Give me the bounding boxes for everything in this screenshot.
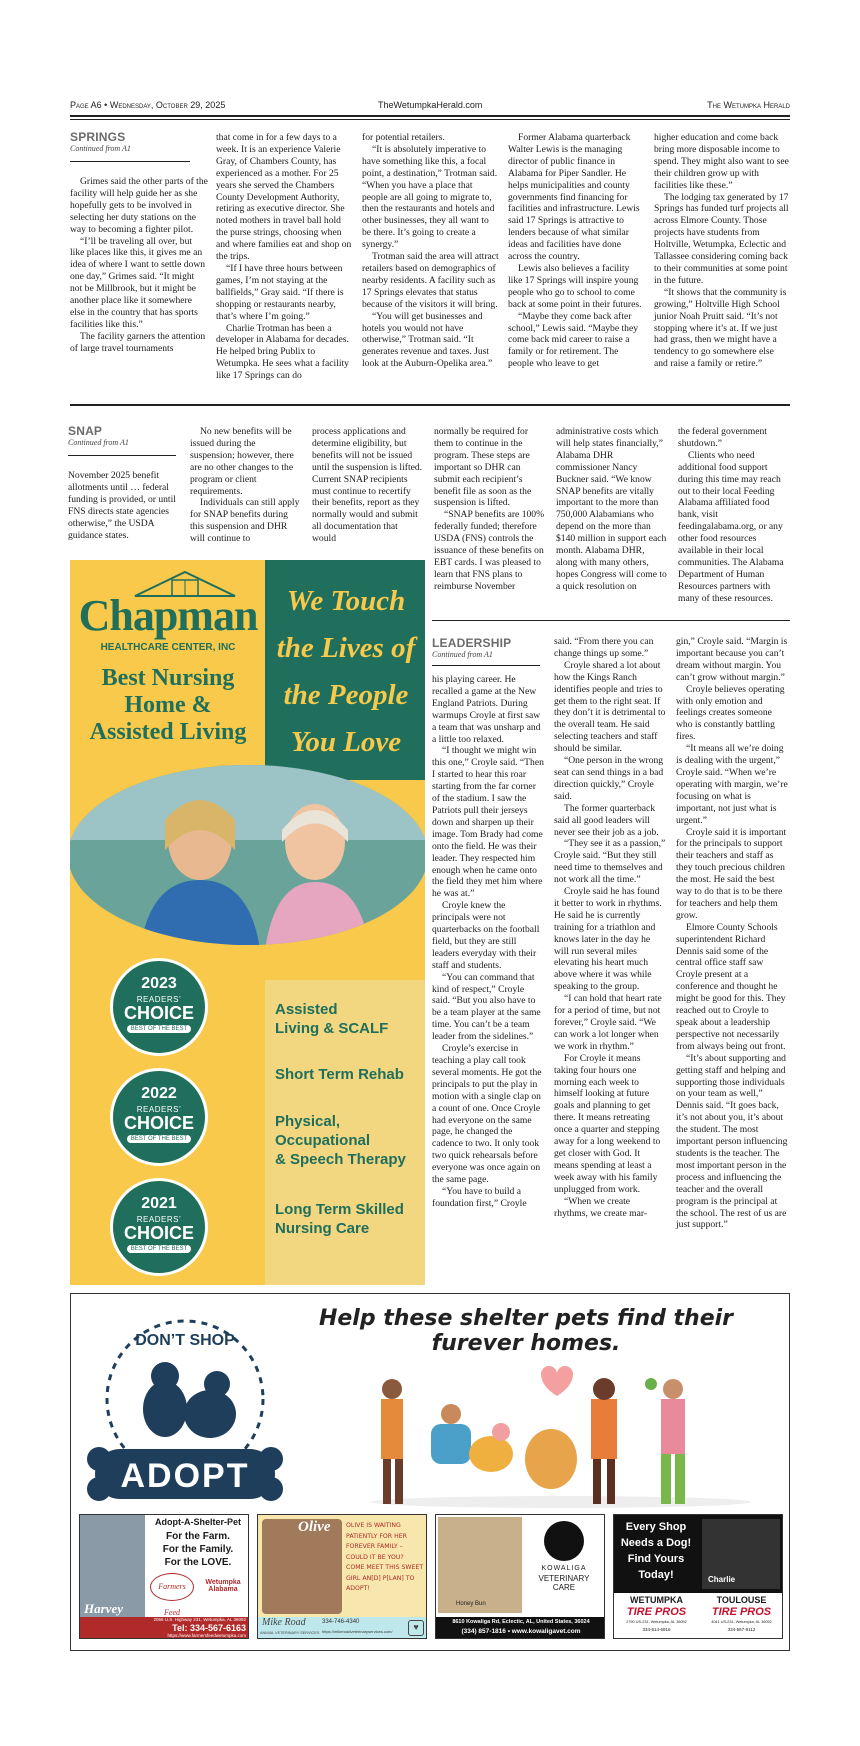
paragraph: The former quarterback said all good leaders will never see their job as a job. [554, 802, 659, 838]
tire-pros-logo-2: TIRE PROS [711, 1606, 772, 1618]
snap-continued: Continued from A1 [68, 438, 129, 447]
service-line: Short Term Rehab [275, 1066, 404, 1083]
tile1-line: For the Farm. [166, 1531, 230, 1542]
store1-phone[interactable]: 334-514-6916 [642, 1627, 671, 1632]
snap-col-6 [678, 426, 790, 605]
badge-year: 2023 [141, 975, 177, 992]
tile1-footer [80, 1617, 249, 1639]
snap-col-5 [556, 426, 668, 593]
tire-pros-logo-1: TIRE PROS [626, 1606, 687, 1618]
page-header [70, 100, 790, 114]
springs-col-4 [508, 132, 646, 370]
leadership-col-2 [554, 636, 666, 1219]
snap-col-4 [434, 426, 546, 593]
tile1-address: 2056 U.S. Highway 231, Wetumpka, AL 36092 [153, 1617, 246, 1622]
paragraph: Grimes said the other parts of the facility will help guide her as she hopefully gets to be involved in selecting her duty stations on the way to becoming a fighter pilot. [70, 176, 208, 235]
store-wetumpka: WETUMPKA [630, 1595, 683, 1605]
service-line: Occupational [275, 1132, 371, 1149]
store-toulouse: TOULOUSE [716, 1595, 767, 1605]
paragraph: No new benefits will be issued during the suspension; however, there are no other changes to the program or client requirements. [190, 426, 294, 497]
paragraph: “I thought we might win this one,” Croyle said. “Then I started to hear this roar starting from the far corner of the stadium. I saw the Patriots pull their jerseys down and sharpen up their image. Tom Brady had come onto the field. He was their leader. They respected him enough when he came onto the field they met him where he was at.” [432, 745, 544, 900]
springs-kicker-rule [70, 161, 190, 162]
store2-address: 4041 US-231, Wetumpka, AL 36092 [711, 1620, 772, 1624]
paragraph: gin,” Croyle said. “Margin is important because you can’t dream without margin. You can’t grow without margin.” [676, 636, 788, 683]
snap-col-3 [312, 426, 424, 545]
paragraph: “I can hold that heart rate for a period of time, but not forever,” Croyle said. “We can work a lot longer when we work in rhythm.” [554, 993, 662, 1052]
tagline-line: Best Nursing [101, 665, 235, 691]
chapman-logo-sub: HEALTHCARE CENTER, INC [100, 642, 236, 653]
badge-ribbon: BEST OF THE BEST [127, 1025, 191, 1033]
paragraph: said. “From there you can change things up some.” [554, 636, 654, 659]
paragraph: “SNAP benefits are 100% federally funded; therefore USDA (FNS) controls the issuance of these benefits on EBT cards. I was pleased to learn that FNS plans to reimburse November [434, 509, 545, 592]
snap-kicker-rule [68, 455, 176, 456]
paragraph: Croyle said he has found it better to work in rhythms. He said he is currently training for a triathlon and knows later in the day he will run several miles elevating his heart much above where it was while speaking to the group. [554, 886, 662, 993]
chapman-tagline [74, 665, 262, 746]
badge-line1: READERS’ [136, 1215, 182, 1224]
service-line: Assisted [275, 1001, 338, 1018]
badge-year: 2021 [141, 1195, 177, 1212]
tile4-lines [614, 1519, 698, 1583]
kowaliga-name: KOWALIGA [541, 1565, 587, 1572]
paragraph: Croyle said it is important for the principals to support their teachers and staff as they touch precious children the most. He said the best way to do that is to be there for teachers and help them grow. [676, 826, 787, 921]
tile-honey-bun-kowaliga[interactable] [435, 1514, 605, 1639]
service-assisted-living [275, 1000, 388, 1038]
tile3-address: 8610 Kowaliga Rd, Eclectic, AL, United States, 36024 [452, 1619, 590, 1625]
chapman-healthcare-ad[interactable] [70, 560, 425, 1285]
farmers-feed-logo: Farmers Feed [150, 1573, 194, 1601]
chapman-logo-name: Chapman [78, 591, 258, 640]
shelter-pets-ad[interactable] [70, 1293, 790, 1651]
service-line: Long Term Skilled [275, 1201, 404, 1218]
paragraph: “When we create rhythms, we create mar- [554, 1195, 648, 1219]
snap-col-1 [68, 424, 180, 541]
paragraph: process applications and determine eligibility, but benefits will not be issued until the suspension is lifted. Current SNAP recipients must continue to recertify their benefits, report as they normally would and submit all documentation that would [312, 426, 423, 545]
snap-col-2 [190, 426, 302, 545]
header-rule-thin [70, 119, 790, 120]
paragraph: “You have to build a foundation first,” Croyle [432, 1185, 527, 1209]
service-long-term-care [275, 1200, 404, 1238]
readers-choice-badge-2022 [110, 1068, 208, 1166]
paragraph: Clients who need additional food support during this time may reach out to their local Feeding Alabama affiliated food bank, visit feedingalabama.org, or any other food resources available in their local communities. The Alabama Department of Human Resources partners with many of these resources. [678, 449, 784, 604]
paragraph: “Maybe they come back after school,” Lewis said. “Maybe they come back mid career to raise a family or for retirement. The people who leave to get [508, 310, 639, 370]
paragraph: The lodging tax generated by 17 Springs has funded turf projects all across Elmore County. Those projects have students from Holtville, Wetumpka, Eclectic and Tallassee considering coming back to their communities at some point in the future. [654, 191, 789, 286]
leadership-kicker: LEADERSHIP [432, 636, 512, 650]
tile1-line: For the Family. [162, 1544, 234, 1555]
readers-choice-badge-2023 [110, 958, 208, 1056]
tile1-lines [146, 1530, 249, 1569]
tile2-phone[interactable]: 334-746-4340 [322, 1619, 360, 1625]
service-therapy [275, 1112, 406, 1169]
badge-line1: READERS’ [136, 995, 182, 1004]
tile3-footer [436, 1617, 605, 1639]
paper-name: The Wetumpka Herald [707, 100, 790, 110]
olive-message: OLIVE IS WAITING PATIENTLY FOR HER FOREVER FAMILY – COULD IT BE YOU? COME MEET THIS SWEET GIRL AN[D] P[LAN] TO ADOPT! [346, 1522, 424, 1592]
leadership-col-1 [432, 636, 544, 1210]
badge-line2: CHOICE [123, 1223, 194, 1243]
tile4-footer [614, 1593, 783, 1639]
springs-article [70, 130, 790, 392]
farmers-feed-location: Wetumpka Alabama [205, 1579, 241, 1593]
readers-choice-badge-2021 [110, 1178, 208, 1276]
paragraph: his playing career. He recalled a game at the New England Patriots. During warmups Croyle at first saw a team that was unsharp and a little too relaxed. [432, 674, 541, 745]
page-info: Page A6 • Wednesday, October 29, 2025 [70, 100, 226, 110]
service-line: Living & SCALF [275, 1020, 389, 1037]
tile-harvey-farmers-feed[interactable] [79, 1514, 249, 1639]
paragraph: “They see it as a passion,” Croyle said. “But they still need time to themselves and not work all the time.” [554, 838, 666, 886]
tile-olive-mike-road[interactable] [257, 1514, 427, 1639]
service-short-term-rehab [275, 1065, 404, 1084]
springs-col-1 [70, 130, 208, 355]
badge-ribbon: BEST OF THE BEST [127, 1135, 191, 1143]
leadership-kicker-rule [432, 665, 540, 666]
paragraph: Lewis also believes a facility like 17 Springs will inspire young people who go to school to come back at some point in their futures. [508, 262, 642, 310]
paragraph: November 2025 benefit allotments until … federal funding is provided, or until FNS directs state agencies otherwise,” the USDA guidance states. [68, 470, 176, 541]
mike-road-sub: ANIMAL VETERINARY SERVICES [260, 1631, 320, 1635]
honey-bun-photo [438, 1517, 522, 1613]
pet-name-harvey: Harvey [84, 1601, 123, 1616]
tile2-footer [258, 1617, 427, 1639]
headline-line: the People [283, 679, 409, 711]
paragraph: “You can command that kind of respect,” Croyle said. “But you also have to be a team player at the same time. You can’t be a team leader from the sidelines.” [432, 971, 541, 1043]
headline-line: the Lives of [276, 632, 416, 664]
nurse-and-patient-photo [70, 760, 425, 950]
springs-col-5 [654, 132, 790, 370]
springs-kicker: SPRINGS [70, 130, 126, 144]
service-line: Nursing Care [275, 1220, 370, 1237]
paragraph: “One person in the wrong seat can send things in a bad direction quickly,” Croyle said. [554, 755, 664, 802]
paw-heart-icon: ♥ [408, 1620, 424, 1636]
section-divider [70, 404, 790, 406]
service-line: Physical, [275, 1113, 341, 1130]
badge-line1: READERS’ [136, 1105, 182, 1114]
tile2-url[interactable]: https://mikeroadveterinaryservices.com/ [322, 1629, 393, 1634]
paragraph: Charlie Trotman has been a developer in Alabama for decades. He helped bring Publix to Wetumpka. He sees what a facility like 17 Springs can do [216, 322, 349, 382]
people-and-pets-illustration [361, 1344, 761, 1509]
pet-name-honey-bun: Honey Bun [456, 1601, 486, 1607]
paragraph: “It’s about supporting and getting staff and helping and supporting those individuals on your team as well,” Dennis said. “It goes back, it’s not about you, it’s about the student. The most important person influencing students is the teacher. The most important person in the process and influencing the teacher and the overall program is the principal at the school. The rest of us are just support.” [676, 1052, 788, 1231]
paragraph: Croyle knew the principals were not quarterbacks on the football field, but they are still leaders everyday with their staff and students. [432, 900, 540, 971]
store2-phone[interactable]: 334-567-9112 [727, 1627, 756, 1632]
pet-name-charlie: Charlie [708, 1575, 736, 1584]
paragraph: Croyle believes operating with only emotion and feelings creates someone who is constantly battling fires. [676, 683, 785, 743]
tile-charlie-tire-pros[interactable] [613, 1514, 783, 1639]
shelter-headline: Help these shelter pets find their furever homes. [318, 1306, 734, 1356]
tile4-line: Needs a Dog! [620, 1537, 692, 1549]
tile1-title: Adopt-A-Shelter-Pet [155, 1517, 241, 1527]
leadership-continued: Continued from A1 [432, 650, 493, 659]
springs-continued: Continued from A1 [70, 144, 131, 153]
store1-address: 2790 US-231, Wetumpka, AL 36092 [626, 1620, 687, 1624]
paragraph: “It shows that the community is growing,” Holtville High School junior Noah Pruitt said. “It’s not stopping where it’s at. If we just had grass, then we might have a tendency to go somewhere else and raise a family or retire.” [654, 286, 787, 370]
paragraph: For Croyle it means taking four hours one morning each week to himself looking at future goals and planning to get there. It means retreating once a quarter and stepping away for a long weekend to get closer with God. It means spending at least a week away with his family unplugged from work. [554, 1052, 661, 1195]
headline-line: We Touch [286, 585, 406, 617]
leadership-col-3 [676, 636, 790, 1231]
tile4-line: Find Yours [627, 1553, 685, 1565]
paragraph: “It means all we’re doing is dealing with the urgent,” Croyle said. “When we’re operating with margin, we’re focusing on what is important, not just what is urgent.” [676, 743, 788, 826]
badge-year: 2022 [141, 1085, 177, 1102]
paragraph: Trotman said the area will attract retailers based on demographics of nearby residents. A facility such as 17 Springs elevates that status because of the visitors it will bring. [362, 251, 499, 310]
paragraph: The facility garners the attention of large travel tournaments [70, 330, 206, 354]
paragraph: higher education and come back bring more disposable income to spend. They might also want to see their children grow up with facilities like these.” [654, 132, 789, 191]
paragraph: Individuals can still apply for SNAP benefits during this suspension and DHR will continue to [190, 497, 300, 545]
badge-line2: CHOICE [123, 1003, 194, 1023]
headline-line: You Love [290, 726, 402, 758]
paragraph: Former Alabama quarterback Walter Lewis is the managing director of public finance in Alabama for Piper Sandler. He helps municipalities and county governments find financing for facilities and infrastructure. Lewis said 17 Springs is attractive to lenders because of what similar ideas and facilities have done across the country. [508, 132, 640, 263]
tile3-contact[interactable]: (334) 857-1816 • www.kowaligavet.com [461, 1628, 581, 1635]
badge-ribbon: BEST OF THE BEST [127, 1245, 191, 1253]
paragraph: administrative costs which will help states financially,” Alabama DHR commissioner Nancy Buckner said. “We know SNAP benefits are vitally important to the more than 750,000 Alabamians who depend on the more than $140 million in support each month. Alabama DHR, along with many others, hopes Congress will come to a quick resolution on [556, 426, 667, 592]
header-rule [70, 115, 790, 117]
badge-line2: CHOICE [123, 1113, 194, 1133]
springs-col-3 [362, 132, 500, 370]
springs-col-2 [216, 132, 354, 382]
paragraph: “I’ll be traveling all over, but like places like this, it gives me an idea of where I want to settle down one day,” Grimes said. “It might not be Millbrook, but it might be another place like it somewhere else in the country that has sports facilities like this.” [70, 235, 206, 330]
mike-road-logo: Mike Road [262, 1617, 306, 1628]
site-url[interactable]: TheWetumpkaHerald.com [378, 100, 483, 110]
paragraph: Elmore County Schools superintendent Richard Dennis said some of the central office staff saw Croyle present at a conference and thought he might be good for this. They reached out to Croyle to speak about a leadership perspective not necessarily from always being out front. [676, 921, 786, 1052]
paragraph: “You will get businesses and hotels you would not have otherwise,” Trotman said. “It generates revenue and taxes. Just look at the Auburn-Opelika area.” [362, 310, 493, 370]
paragraph: Croyle shared a lot about how the Kings Ranch identifies people and tries to get them to the right seat. If they don’t it is detrimental to the overall team. He said selecting teachers and staff should be similar. [554, 659, 666, 755]
tile1-phone[interactable]: Tel: 334-567-6163 [172, 1623, 246, 1633]
tagline-line: Assisted Living [89, 719, 247, 745]
springs-col1-text [70, 176, 208, 355]
paragraph: “It is absolutely imperative to have something like this, a focal point, a destination,” Trotman said. “When you have a place that people are all going to migrate to, then the restaurants and hotels and other businesses, they all want to be there. It’s going to create a synergy.” [362, 143, 498, 251]
leadership-col1-text [432, 674, 544, 1210]
snap-kicker: SNAP [68, 424, 103, 438]
snap-col1-text [68, 470, 180, 541]
tile4-line: Every Shop [625, 1521, 687, 1533]
paragraph: for potential retailers. [362, 132, 445, 143]
kowaliga-sub: VETERINARY CARE [538, 1574, 590, 1592]
paragraph: Croyle’s exercise in teaching a play call took several moments. He got the principals to put the play in motion with a single clap on a count of one. Once Croyle had everyone on the same page, he changed the cadence to two. It only took two quick rehearsals before everyone was once again on the same page. [432, 1043, 542, 1186]
chapman-headline [270, 578, 422, 766]
kowaliga-logo-icon [544, 1521, 584, 1561]
adopt-text: ADOPT [120, 1457, 250, 1495]
paragraph: the federal government shutdown.” [678, 426, 767, 449]
leadership-article [432, 636, 790, 1286]
paragraph: that come in for a few days to a week. It is an experience Valerie Gray, of Chambers County, has experienced as a mother. For 25 years she served the Chambers County Development Authority, retiring as executive director. She noted mothers in travel ball hold the purse strings, choosing when and where families eat and shop on the trips. [216, 132, 352, 263]
dont-shop-text: DON’T SHOP [135, 1332, 235, 1349]
tile4-line: Today! [638, 1569, 674, 1581]
paragraph: “If I have three hours between games, I’m not staying at the ballfields,” Gray said. “If there is shopping or restaurants nearby, that’s where I’m going.” [216, 262, 344, 322]
paragraph: normally be required for them to continue in the program. These steps are important so DHR can submit each recipient’s benefit file as soon as the suspension is lifted. [434, 426, 532, 509]
service-line: & Speech Therapy [275, 1151, 406, 1168]
tile1-url[interactable]: https://www.farmersfeedwetumpka.com [167, 1633, 246, 1638]
tagline-line: Home & [124, 692, 212, 718]
leadership-top-rule [432, 620, 790, 621]
tile1-line: For the LOVE. [164, 1557, 232, 1568]
pet-name-olive: Olive [298, 1519, 331, 1535]
